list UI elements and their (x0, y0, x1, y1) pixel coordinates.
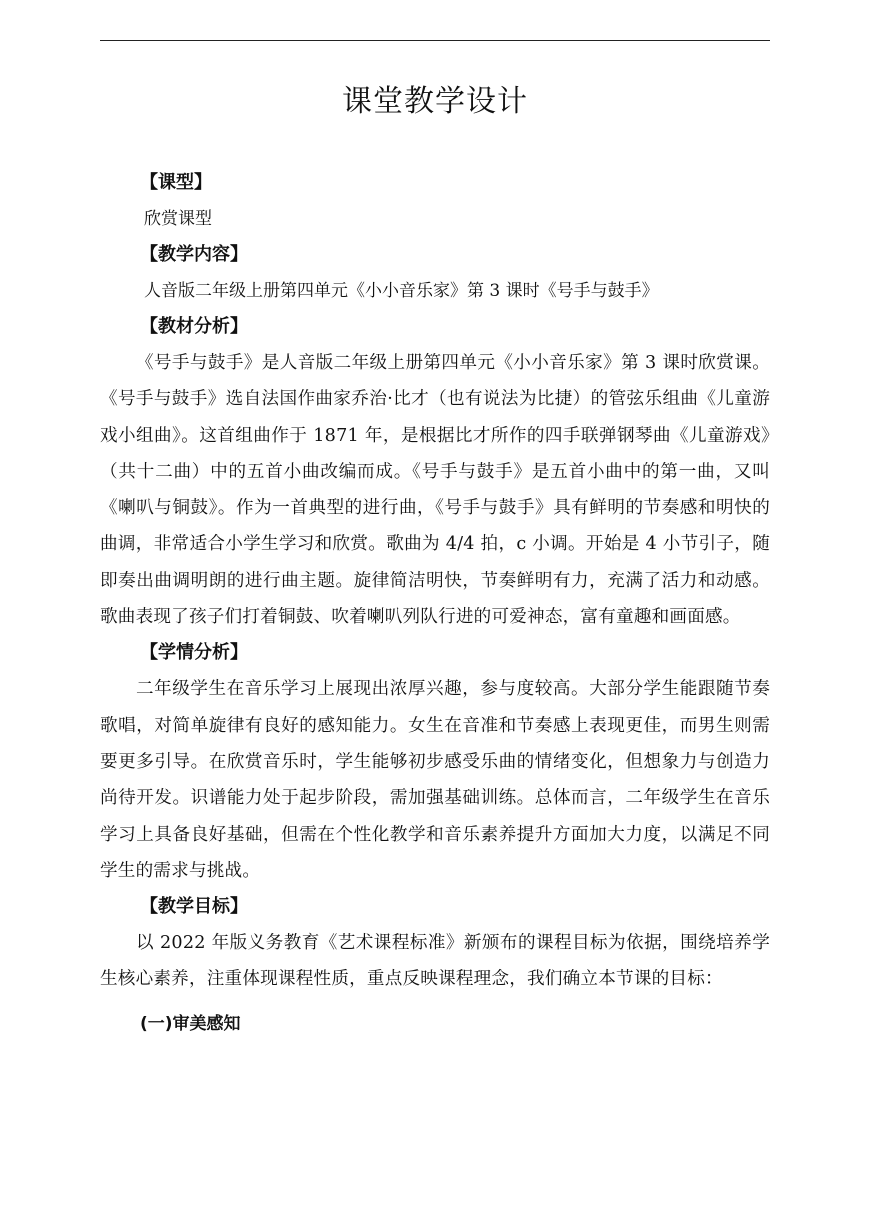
section-heading-teaching-objectives: 【教学目标】 (140, 896, 248, 918)
section-heading-learner-analysis: 【学情分析】 (140, 642, 248, 664)
subheading-aesthetic-perception: (一)审美感知 (140, 1013, 241, 1034)
teaching-content-text: 人音版二年级上册第四单元《小小音乐家》第 3 课时《号手与鼓手》 (144, 281, 659, 301)
header-rule (100, 40, 770, 41)
section-heading-lesson-type: 【课型】 (140, 172, 212, 193)
section-heading-material-analysis: 【教材分析】 (140, 316, 248, 337)
document-body (100, 165, 770, 1042)
material-analysis-paragraph: 《号手与鼓手》是人音版二年级上册第四单元《小小音乐家》第 3 课时欣赏课。《号手与鼓手》选自法国作曲家乔治·比才（也有说法为比捷）的管弦乐组曲《儿童游戏小组曲》。这首组曲作于 1871 年，是根据比才所作的四手联弹钢琴曲《儿童游戏》（共十二曲）中的五首小曲改编而成。《号手与鼓手》是五首小曲中的第一曲，又叫《喇叭与铜鼓》。作为一首典型的进行曲，《号手与鼓手》具有鲜明的节奏感和明快的曲调，非常适合小学生学习和欣赏。歌曲为 4/4 拍，c 小调。开始是 4 小节引子，随即奏出曲调明朗的进行曲主题。旋律简洁明快，节奏鲜明有力，充满了活力和动感。歌曲表现了孩子们打着铜鼓、吹着喇叭列队行进的可爱神态，富有童趣和画面感。 (100, 353, 770, 628)
lesson-type-text: 欣赏课型 (144, 209, 212, 229)
teaching-objectives-paragraph: 以 2022 年版义务教育《艺术课程标准》新颁布的课程目标为依据，围绕培养学生核心素养，注重体现课程性质，重点反映课程理念，我们确立本节课的目标： (100, 933, 770, 990)
page-title: 课堂教学设计 (342, 84, 528, 119)
section-heading-teaching-content: 【教学内容】 (140, 244, 248, 265)
learner-analysis-paragraph: 二年级学生在音乐学习上展现出浓厚兴趣，参与度较高。大部分学生能跟随节奏歌唱，对简单旋律有良好的感知能力。女生在音准和节奏感上表现更佳，而男生则需要更多引导。在欣赏音乐时，学生能够初步感受乐曲的情绪变化，但想象力与创造力尚待开发。识谱能力处于起步阶段，需加强基础训练。总体而言，二年级学生在音乐学习上具备良好基础，但需在个性化教学和音乐素养提升方面加大力度，以满足不同学生的需求与挑战。 (100, 679, 770, 881)
